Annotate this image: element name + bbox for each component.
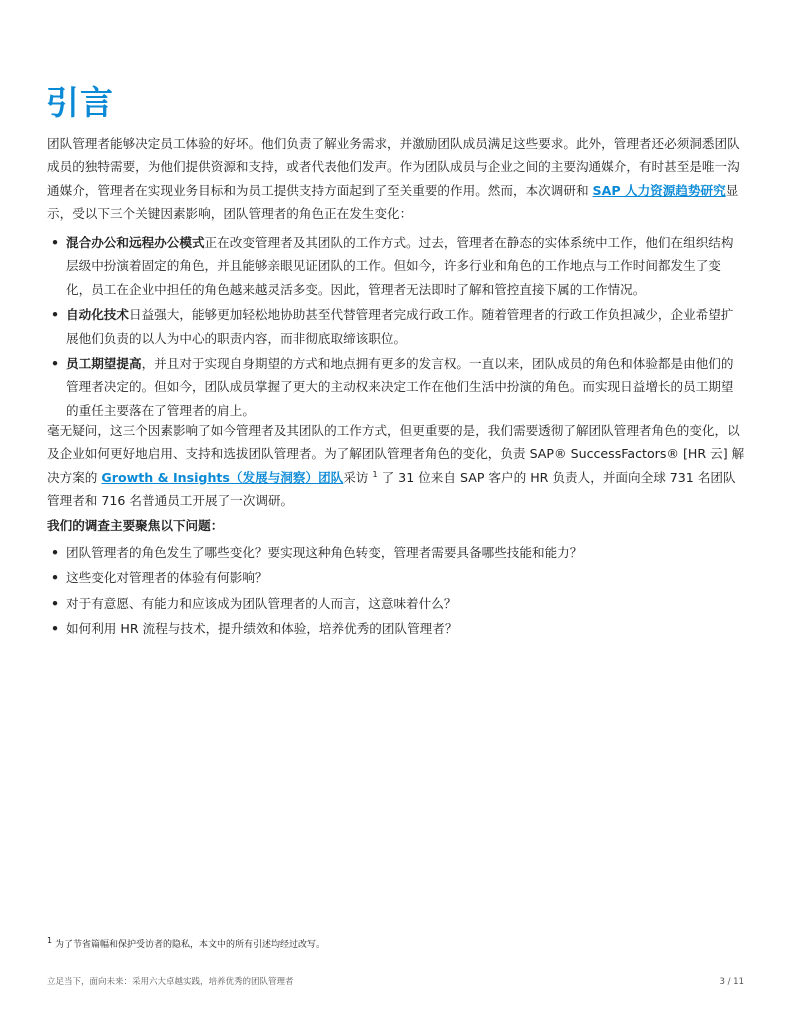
list-item: • 这些变化对管理者的体验有何影响？: [47, 566, 745, 589]
footer-page-number: 3 / 11: [719, 977, 744, 987]
footnote: [47, 937, 325, 953]
growth-insights-link[interactable]: Growth & Insights（发展与洞察）团队: [101, 469, 344, 485]
intro-text-2: 显示，受以下三个关键因素影响，团队管理者的角色正在发生变化：: [47, 182, 739, 222]
factor-text: 日益强大，能够更加轻松地协助甚至代替管理者完成行政工作。随着管理者的行政工作负担减少，企业希望扩展他们负责的以人为中心的职责内容，而非彻底取缔该职位。: [66, 307, 734, 346]
survey-text-2: 采访: [343, 469, 373, 485]
list-item: • 对于有意愿、有能力和应该成为团队管理者的人而言，这意味着什么？: [47, 592, 745, 615]
page-title: 引言: [46, 83, 114, 122]
hr-trends-research-link[interactable]: SAP 人力资源趋势研究: [592, 182, 726, 198]
list-item: [47, 352, 745, 422]
list-item: • 团队管理者的角色发生了哪些变化？要实现这种角色转变，管理者需要具备哪些技能和能力？: [47, 541, 745, 564]
factor-term: 自动化技术: [66, 307, 129, 323]
list-item: • 如何利用 HR 流程与技术，提升绩效和体验，培养优秀的团队管理者？: [47, 617, 745, 640]
questions-list: [47, 541, 745, 643]
factor-text: 正在改变管理者及其团队的工作方式。过去，管理者在静态的实体系统中工作，他们在组织结构层级中扮演着固定的角色，并且能够亲眼见证团队的工作。但如今，许多行业和角色的工作地点与工作时间都发生了变化，员工在企业中担任的角色越来越灵活多变。因此，管理者无法即时了解和管控直接下属的工作情况。: [66, 235, 734, 297]
factor-term: 员工期望提高: [66, 356, 142, 372]
list-item: [47, 303, 745, 350]
intro-paragraph: [47, 132, 745, 226]
survey-text-1: 毫无疑问，这三个因素影响了如今管理者及其团队的工作方式，但更重要的是，我们需要透彻了解团队管理者角色的变化，以及企业如何更好地启用、支持和选拔团队管理者。为了解团队管理者角色的变化，负责 SAP® SuccessFactors® [HR 云] 解决方案的: [47, 423, 745, 485]
intro-text-1: 团队管理者能够决定员工体验的好坏。他们负责了解业务需求，并激励团队成员满足这些要求。此外，管理者还必须洞悉团队成员的独特需要，为他们提供资源和支持，或者代表他们发声。作为团队成员与企业之间的主要沟通媒介，有时甚至是唯一沟通媒介，管理者在实现业务目标和为员工提供支持方面起到了至关重要的作用。然而，本次调研和: [47, 136, 740, 198]
survey-text-3: 了 31 位来自 SAP 客户的 HR 负责人，并面向全球 731 名团队管理者和 716 名普通员工开展了一次调研。: [47, 469, 736, 509]
survey-paragraph: [47, 419, 745, 513]
footnote-reference: 1: [372, 469, 378, 479]
footer-doc-title: 立足当下，面向未来：采用六大卓越实践，培养优秀的团队管理者: [47, 977, 294, 987]
factor-text: ，并且对于实现自身期望的方式和地点拥有更多的发言权。一直以来，团队成员的角色和体验都是由他们的管理者决定的。但如今，团队成员掌握了更大的主动权来决定工作在他们生活中扮演的角色。而实现日益增长的员工期望的重任主要落在了管理者的肩上。: [66, 356, 734, 418]
list-item: [47, 231, 745, 301]
factors-list: [47, 231, 745, 424]
footnote-text: 为了节省篇幅和保护受访者的隐私，本文中的所有引述均经过改写。: [52, 940, 325, 950]
factor-term: 混合办公和远程办公模式: [66, 235, 205, 250]
questions-heading: 我们的调查主要聚焦以下问题：: [47, 518, 224, 533]
footnote-number: 1: [47, 936, 53, 945]
